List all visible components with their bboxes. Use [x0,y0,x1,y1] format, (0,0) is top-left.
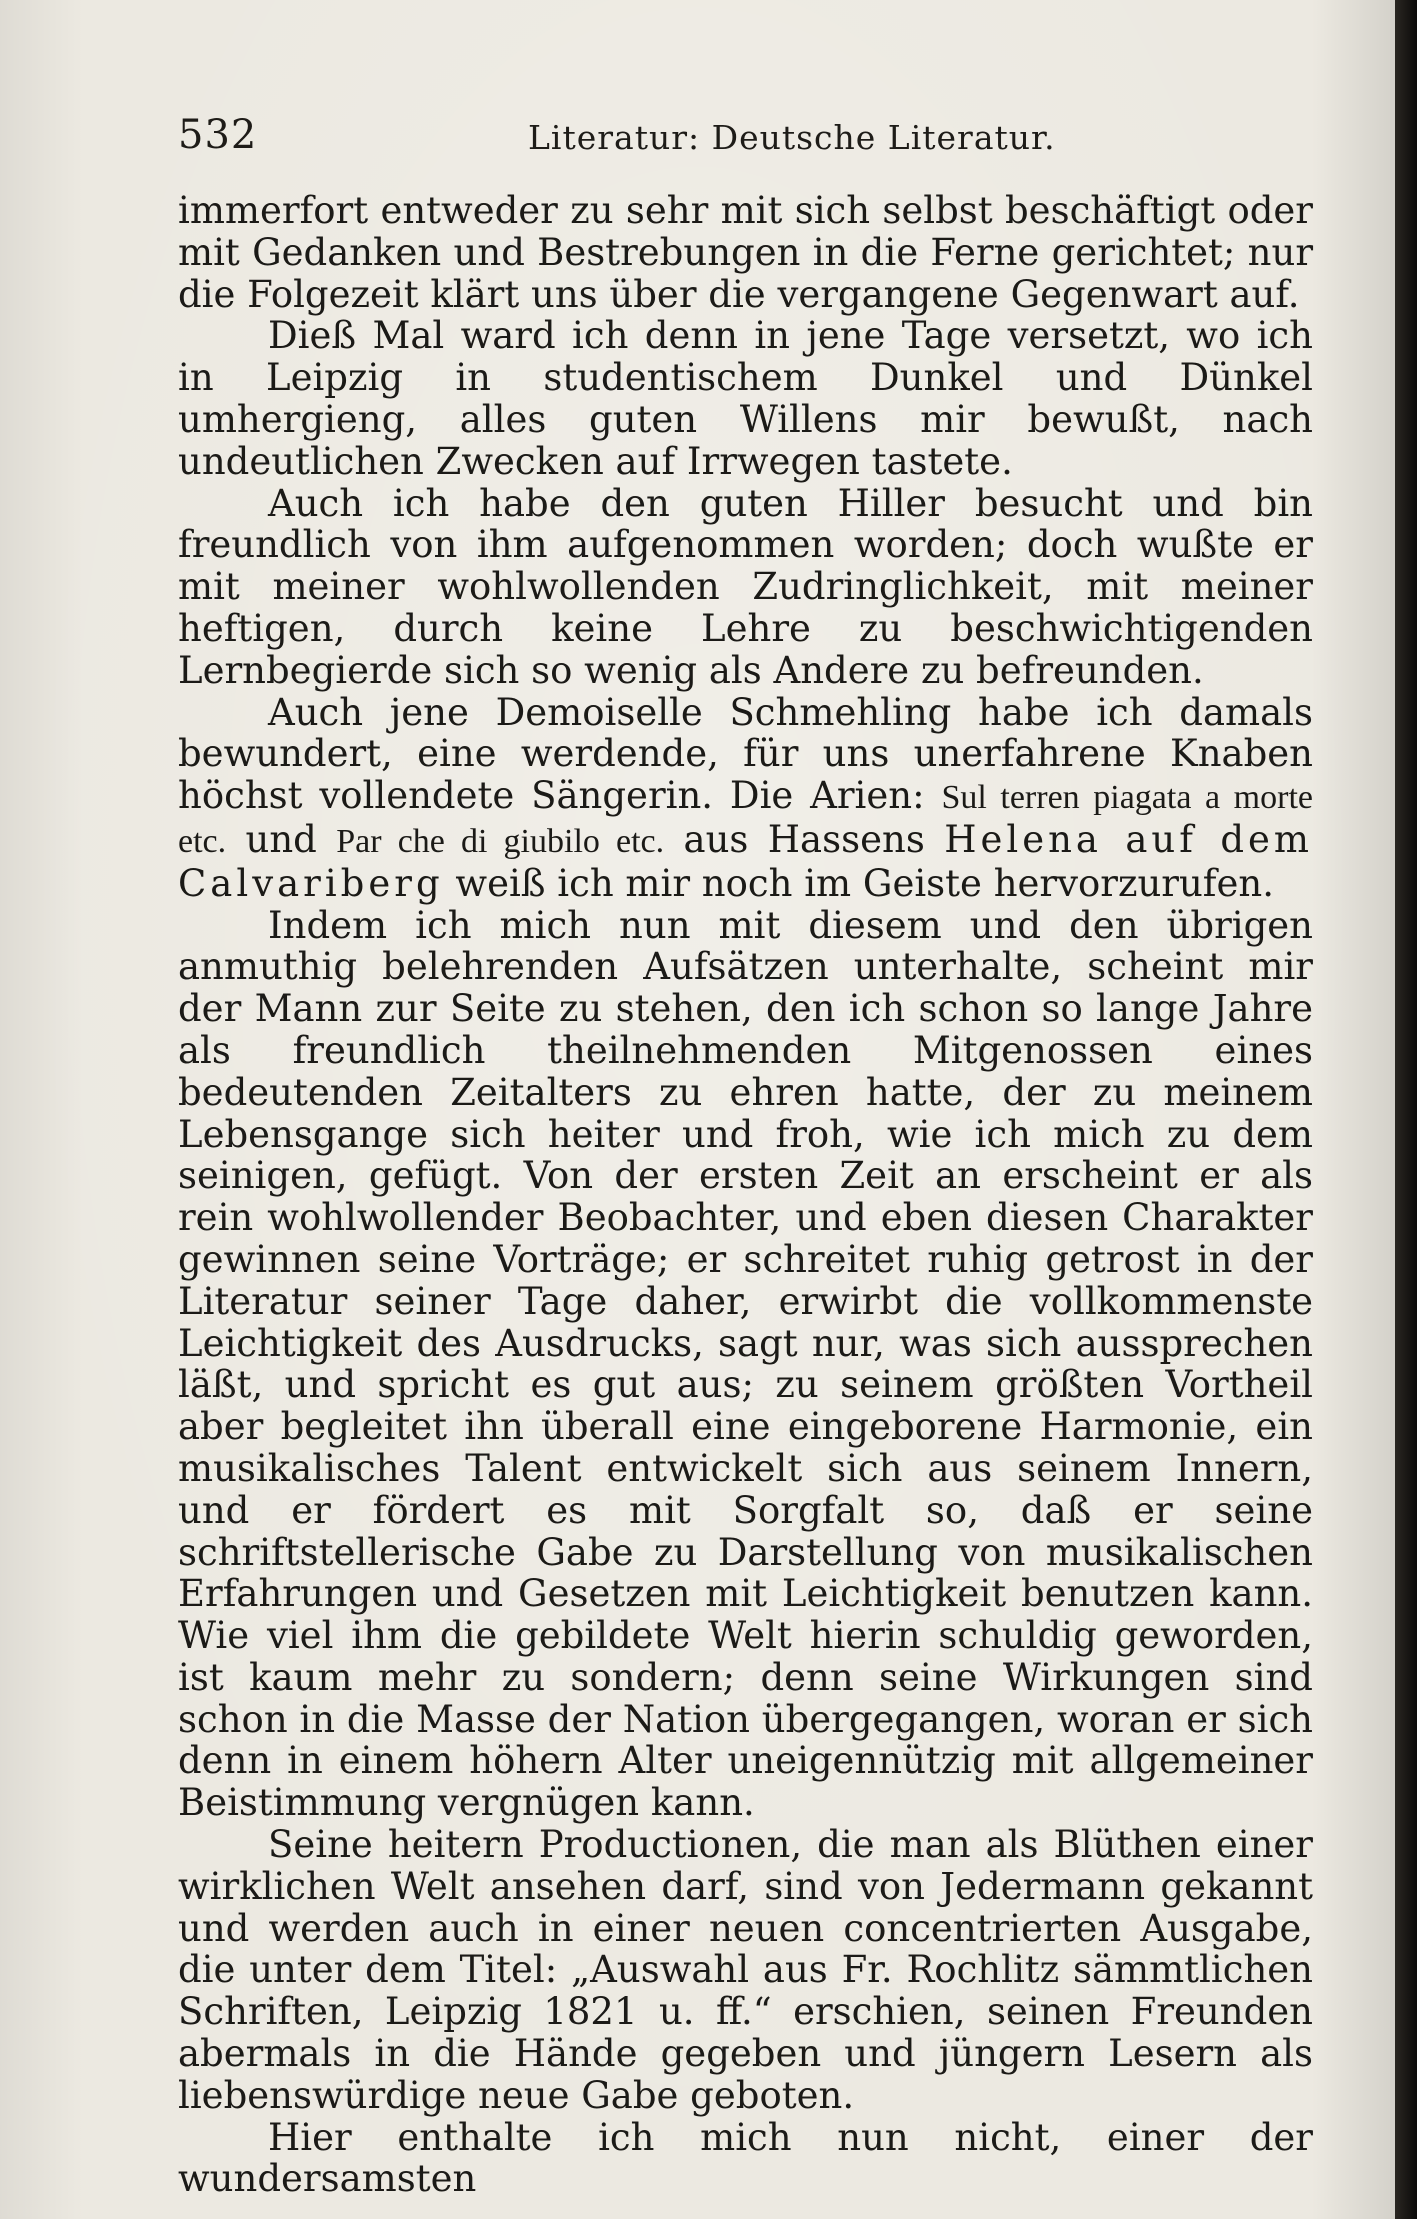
page-number: 532 [178,112,258,158]
latin-aria-title-2: Par che di giubilo etc. [336,822,665,860]
latin-aria-title-1: Sul terren piagata a morte etc. [178,779,1313,860]
running-head: Literatur: Deutsche Literatur. [528,118,1056,157]
paragraph-4-text-c: aus Hassens [664,817,945,861]
paragraph-1: immerfort entweder zu sehr mit sich selbst beschäftigt oder mit Gedanken und Bestrebungen in die Ferne gerichtet; nur die Folgezeit klärt uns über die vergangene Gegenwart auf. [178,189,1313,316]
body-text [178,190,1313,2200]
paragraph-7: Hier enthalte ich mich nun nicht, einer der wundersamsten [178,2115,1313,2201]
paragraph-6: Seine heitern Productionen, die man als Blüthen einer wirklichen Welt ansehen darf, sind von Jedermann gekannt und werden auch in einer neuen concentrierten Ausgabe, die unter dem Titel: „Auswahl aus Fr. Rochlitz sämmtlichen Schriften, Leipzig 1821 u. ff.“ erschien, seinen Freunden abermals in die Hände gegeben und jüngern Lesern als liebenswürdige neue Gabe geboten. [178,1823,1313,2117]
paragraph-5: Indem ich mich nun mit diesem und den übrigen anmuthig belehrenden Aufsätzen unterhalte, scheint mir der Mann zur Seite zu stehen, den ich schon so lange Jahre als freundlich theilnehmenden Mitgenossen eines bedeutenden Zeitalters zu ehren hatte, der zu meinem Lebensgange sich heiter und froh, wie ich mich zu dem seinigen, gefügt. Von der ersten Zeit an erscheint er als rein wohlwollender Beobachter, und eben diesen Charakter gewinnen seine Vorträge; er schreitet ruhig getrost in der Literatur seiner Tage daher, erwirbt die vollkommenste Leichtigkeit des Ausdrucks, sagt nur, was sich aussprechen läßt, und spricht es gut aus; zu seinem größten Vortheil aber begleitet ihn überall eine eingeborene Harmonie, ein musikalisches Talent entwickelt sich aus seinem Innern, und er fördert es mit Sorgfalt so, daß er seine schriftstellerische Gabe zu Darstellung von musikalischen Erfahrungen und Gesetzen mit Leichtigkeit benutzen kann. Wie viel ihm die gebildete Welt hierin schuldig geworden, ist kaum mehr zu sondern; denn seine Wirkungen sind schon in die Masse der Nation übergegangen, woran er sich denn in einem höhern Alter uneigennützig mit allgemeiner Beistimmung vergnügen kann. [178,903,1313,1825]
paragraph-2: Dieß Mal ward ich denn in jene Tage versetzt, wo ich in Leipzig in studentischem Dunkel und Dünkel umhergieng, alles guten Willens mir bewußt, nach undeutlichen Zwecken auf Irrwegen tastete. [178,314,1313,483]
paragraph-4-text-d: weiß ich mir noch im Geiste hervorzurufen. [443,861,1274,905]
page-header [178,112,1318,168]
paragraph-4-text-a: Auch jene Demoiselle Schmehling habe ich damals bewundert, eine werdende, für uns unerfahrene Knaben höchst vollendete Sängerin. Die Arien: [178,690,1313,818]
spaced-work-title: Helena auf dem Calvariberg [178,817,1313,905]
paragraph-4 [178,692,1313,905]
paragraph-3: Auch ich habe den guten Hiller besucht und bin freundlich von ihm aufgenommen worden; doch wußte er mit meiner wohlwollenden Zudringlichkeit, mit meiner heftigen, durch keine Lehre zu beschwichtigenden Lernbegierde sich so wenig als Andere zu befreunden. [178,481,1313,692]
paragraph-4-text-b: und [226,817,337,861]
book-gutter-shadow [1395,0,1417,2219]
